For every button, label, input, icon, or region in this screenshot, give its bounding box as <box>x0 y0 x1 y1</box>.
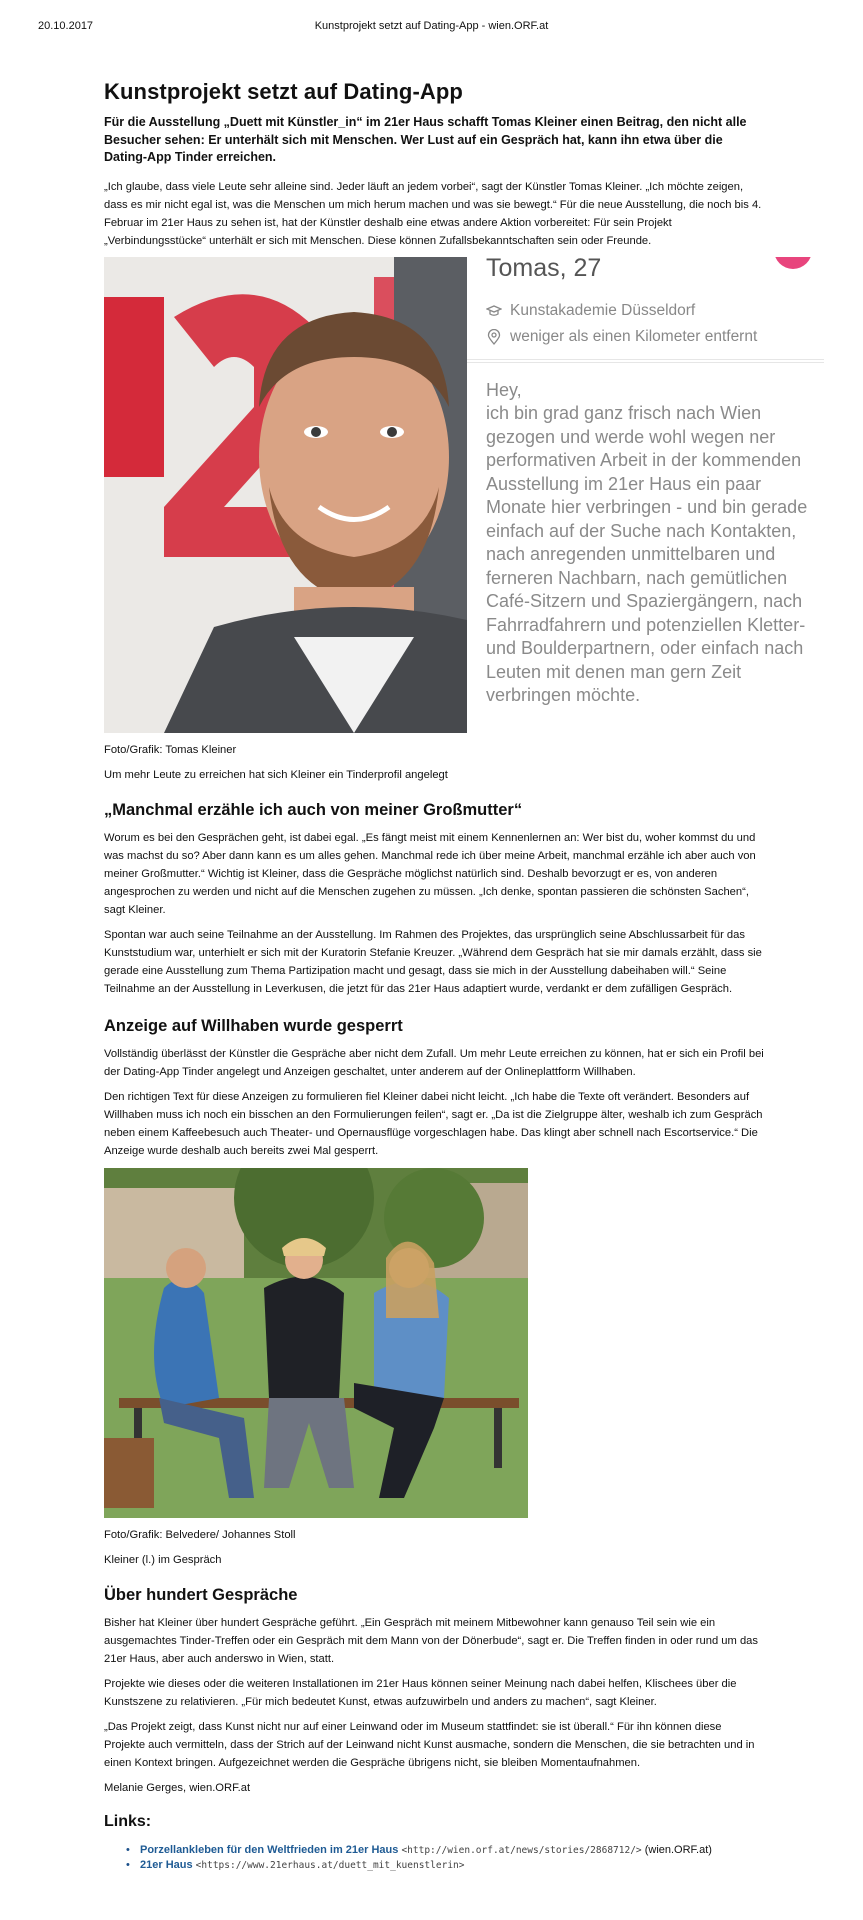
tinder-profile-card <box>467 257 824 733</box>
location-pin-icon <box>486 329 502 345</box>
tinder-school: Kunstakademie Düsseldorf <box>510 301 696 319</box>
tinder-divider <box>467 359 824 363</box>
tinder-profile-image <box>104 257 824 733</box>
paragraph: Bisher hat Kleiner über hundert Gespräche geführt. „Ein Gespräch mit meinem Mitbewohner kann genauso Teil sein wie ein ausgemachtes Tinder-Treffen oder ein Gespräch mit dem Mann von der Dönerbude“, sagt er. Die Treffen finden in oder rund um das 21er Haus, aber auch anderswo in Wien, statt. <box>104 1616 758 1665</box>
article-lead: Für die Ausstellung „Duett mit Künstler_in“ im 21er Haus schafft Tomas Kleiner einen Beitrag, den nicht alle Besucher sehen: Er unterhält sich mit Menschen. Wer Lust auf ein Gespräch hat, kann ihn etwa über die Dating-App Tinder erreichen. <box>104 115 747 164</box>
portrait-illustration <box>104 257 467 733</box>
link-url: <http://wien.orf.at/news/stories/2868712/> <box>401 1844 642 1856</box>
tinder-like-badge <box>774 257 812 269</box>
print-page-title: Kunstprojekt setzt auf Dating-App - wien.ORF.at <box>314 20 549 32</box>
photo-credit: Foto/Grafik: Belvedere/ Johannes Stoll <box>104 1528 296 1541</box>
photo-caption: Um mehr Leute zu erreichen hat sich Kleiner ein Tinderprofil angelegt <box>104 768 448 781</box>
article-headline: Kunstprojekt setzt auf Dating-App <box>104 79 463 104</box>
links-list <box>126 1843 764 1873</box>
paragraph: Projekte wie dieses oder die weiteren Installationen im 21er Haus können seiner Meinung nach dabei helfen, Klischees über die Kunstszene zu relativieren. „Für mich bedeutet Kunst, etwas aufzuwirbeln und anders zu machen“, sagt Kleiner. <box>104 1677 737 1708</box>
photo-caption: Kleiner (l.) im Gespräch <box>104 1553 222 1566</box>
bench-conversation-photo <box>104 1168 528 1518</box>
paragraph: Spontan war auch seine Teilnahme an der Ausstellung. Im Rahmen des Projektes, das ursprünglich seine Abschlussarbeit für das Kunststudium war, unterhielt er sich mit der Kuratorin Stefanie Kreuzer. „Während dem Gespräch hat sie mir damals erzählt, dass sie gerade eine Ausstellung zum Thema Partizipation macht und gesagt, dass sie mich in der Ausstellung dabeihaben will.“ Seine Teilnahme an der Ausstellung in Leverkusen, die jetzt für das 21er Haus adaptiert wurde, verdankt er dem zufälligen Gespräch. <box>104 928 762 995</box>
list-item <box>126 1843 764 1858</box>
paragraph: Den richtigen Text für diese Anzeigen zu formulieren fiel Kleiner dabei nicht leicht. „Ich habe die Texte oft verändert. Besonders auf Willhaben muss ich noch ein bisschen an den Formulierungen feilen“, sagt er. „Da ist die Zielgruppe älter, weshalb ich zum Gespräch neben einem Kaffeebesuch auch Theater- und Opernausflüge vorgeschlagen habe. Das klingt aber schnell nach Escortservice.“ Die Anzeige wurde deshalb auch bereits zwei Mal gesperrt. <box>104 1090 763 1157</box>
link-url: <https://www.21erhaus.at/duett_mit_kuenstlerin> <box>195 1859 465 1871</box>
link-21er-haus[interactable]: 21er Haus <box>140 1858 193 1871</box>
article-intro: „Ich glaube, dass viele Leute sehr alleine sind. Jeder läuft an jedem vorbei“, sagt der Künstler Tomas Kleiner. „Ich möchte zeigen, dass es mir nicht egal ist, was die Menschen um mich herum machen und was sie bewegt.“ Für die neue Ausstellung, die noch bis 4. Februar im 21er Haus zu sehen ist, hat der Künstler deshalb eine etwas andere Aktion vorbereitet: Für sein Projekt „Verbindungsstücke“ unterhält er sich mit Menschen. Diese können Zufallsbekanntschaften sein oder Freunde. <box>104 180 762 247</box>
tinder-bio: Hey, ich bin grad ganz frisch nach Wien gezogen und werde wohl wegen ner performativen Arbeit in der kommenden Ausstellung im 21er Haus ein paar Monate hier verbringen - und bin gerade einfach auf der Suche nach Kontakten, nach anregenden unmittelbaren und ferneren Nachbarn, nach gemütlichen Café-Sitzern und Spaziergängern, nach Fahrradfahrern und potenziellen Kletter- und Boulderpartnern, oder einfach nach Leuten mit denen man gern Zeit verbringen möchte. <box>486 379 808 705</box>
link-source: (wien.ORF.at) <box>644 1843 712 1856</box>
section-heading: Über hundert Gespräche <box>104 1585 298 1604</box>
bench-photo-illustration <box>104 1168 528 1518</box>
link-porzellankleben[interactable]: Porzellankleben für den Weltfrieden im 21er Haus <box>140 1843 399 1856</box>
links-heading: Links: <box>104 1812 152 1830</box>
photo-credit: Foto/Grafik: Tomas Kleiner <box>104 743 237 756</box>
paragraph: „Das Projekt zeigt, dass Kunst nicht nur auf einer Leinwand oder im Museum stattfindet: sie ist überall.“ Für ihn können diese Projekte auch vermitteln, dass der Strich auf der Leinwand nicht Kunst ausmache, sondern die Menschen, die sie betrachten und in einen Kontext bringen. Aufgezeichnet werden die Gespräche übrigens nicht, sie bleiben Momentaufnahmen. <box>104 1720 755 1769</box>
print-date: 20.10.2017 <box>38 20 94 32</box>
list-item <box>126 1858 764 1873</box>
tinder-name: Tomas, 27 <box>486 256 602 282</box>
paragraph: Worum es bei den Gesprächen geht, ist dabei egal. „Es fängt meist mit einem Kennenlernen an: Wer bist du, woher kommst du und was machst du so? Aber dann kann es um alles gehen. Manchmal rede ich über meine Arbeit, manchmal erzähle ich aber auch von meiner Großmutter.“ Wichtig ist Kleiner, dass die Gespräche möglichst natürlich sind. Deshalb bevorzugt er es, von anderen angesprochen zu werden und nicht auf die Menschen zugehen zu müssen. „Ich denke, spontan passieren die schönsten Sachen“, sagt Kleiner. <box>104 831 756 916</box>
tinder-distance-row <box>486 328 757 346</box>
section-heading: Anzeige auf Willhaben wurde gesperrt <box>104 1016 403 1035</box>
author-signature: Melanie Gerges, wien.ORF.at <box>104 1781 251 1794</box>
graduation-cap-icon <box>486 303 502 319</box>
paragraph: Vollständig überlässt der Künstler die Gespräche aber nicht dem Zufall. Um mehr Leute erreichen zu können, hat er sich ein Profil bei der Dating-App Tinder angelegt und Anzeigen geschaltet, unter anderem auf der Onlineplattform Willhaben. <box>104 1047 764 1078</box>
portrait-photo <box>104 257 467 733</box>
section-heading: „Manchmal erzähle ich auch von meiner Großmutter“ <box>104 800 523 819</box>
tinder-school-row <box>486 302 695 320</box>
print-header <box>0 20 863 36</box>
tinder-distance: weniger als einen Kilometer entfernt <box>510 327 758 345</box>
article <box>104 78 808 1873</box>
